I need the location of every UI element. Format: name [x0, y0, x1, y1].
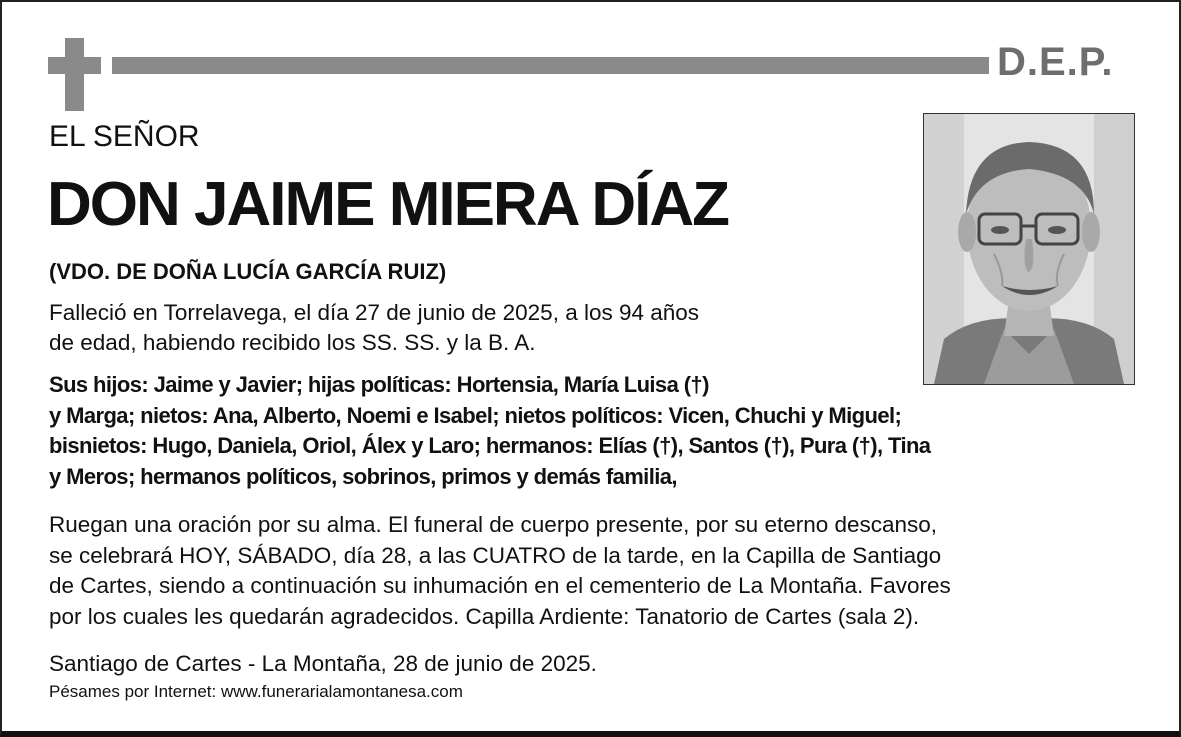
funeral-line: por los cuales les quedarán agradecidos. Capilla Ardiente: Tanatorio de Cartes (sala 2). — [49, 603, 920, 629]
death-notice-line: de edad, habiendo recibido los SS. SS. y la B. A. — [49, 330, 536, 355]
death-notice-line: Falleció en Torrelavega, el día 27 de junio de 2025, a los 94 años — [49, 300, 700, 325]
family-list — [49, 370, 1169, 492]
condolences-web: Pésames por Internet: www.funerarialamontanesa.com — [49, 682, 463, 701]
funeral-line: Ruegan una oración por su alma. El funeral de cuerpo presente, por su eterno descanso, — [49, 512, 938, 537]
family-line: y Meros; hermanos políticos, sobrinos, primos y demás familia, — [49, 463, 677, 489]
family-line: bisnietos: Hugo, Daniela, Oriol, Álex y Laro; hermanos: Elías (†), Santos (†), Pura (†), Tina — [49, 433, 931, 458]
portrait-image — [924, 114, 1134, 384]
header-rule — [112, 57, 989, 74]
place-date: Santiago de Cartes - La Montaña, 28 de junio de 2025. — [49, 651, 597, 676]
dep-label: D.E.P. — [997, 40, 1114, 84]
portrait-photo — [923, 113, 1135, 385]
deceased-name: DON JAIME MIERA DÍAZ — [47, 170, 729, 239]
family-line: Sus hijos: Jaime y Javier; hijas políticas: Hortensia, María Luisa (†) — [49, 372, 709, 397]
title-prefix: EL SEÑOR — [49, 120, 200, 153]
family-line: y Marga; nietos: Ana, Alberto, Noemi e Isabel; nietos políticos: Vicen, Chuchi y Miguel; — [49, 402, 902, 428]
funeral-line: se celebrará HOY, SÁBADO, día 28, a las CUATRO de la tarde, en la Capilla de Santiago — [49, 542, 942, 568]
widow-of: (VDO. DE DOÑA LUCÍA GARCÍA RUIZ) — [49, 259, 447, 284]
funeral-details — [49, 510, 1169, 632]
death-notice — [49, 298, 849, 358]
cross-icon-bar — [48, 57, 101, 74]
cross-icon — [65, 38, 84, 111]
funeral-line: de Cartes, siendo a continuación su inhumación en el cementerio de La Montaña. Favores — [49, 573, 951, 598]
